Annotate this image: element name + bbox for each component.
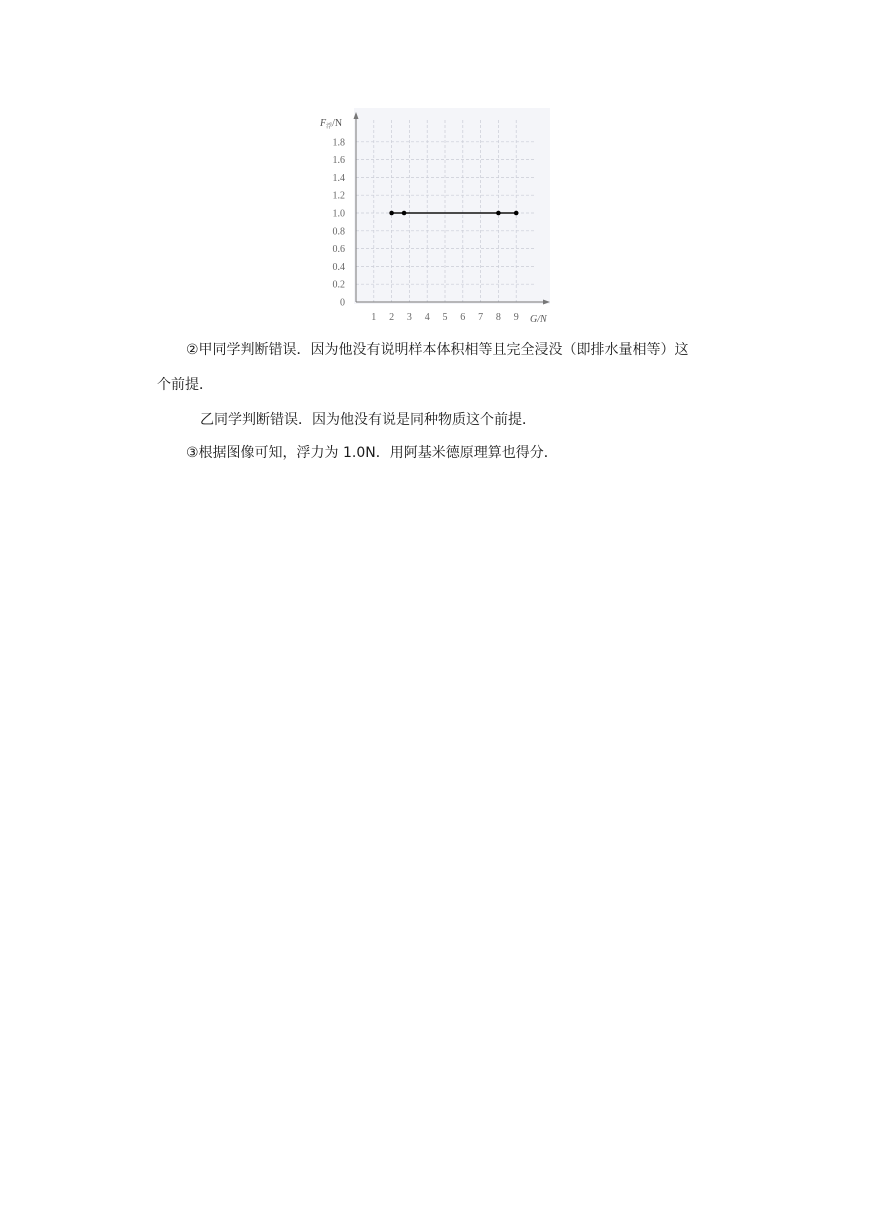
y-tick-labels: [333, 137, 346, 308]
y-tick-label: 1.8: [332, 137, 345, 149]
data-point: [402, 211, 407, 216]
y-axis-title-unit: /N: [332, 118, 343, 129]
y-tick-label: 1.6: [332, 155, 345, 167]
x-tick-label: 9: [513, 312, 519, 323]
y-tick-label: 0.6: [332, 244, 345, 256]
data-point: [514, 211, 519, 216]
x-tick-label: 7: [478, 312, 484, 323]
y-tick-label: 1.4: [332, 172, 345, 184]
data-point: [389, 211, 394, 216]
y-axis-title: $F_浮/N$: [320, 118, 343, 130]
buoyancy-chart: [314, 108, 554, 328]
paragraph-line-2: 个前提．: [157, 377, 213, 393]
y-tick-label: 0: [340, 297, 345, 309]
paragraph-line-1: ②甲同学判断错误．因为他没有说明样本体积相等且完全浸没（即排水量相等）这: [186, 342, 689, 358]
chart-background: [354, 108, 550, 304]
x-axis-title: G/N: [530, 314, 547, 325]
y-tick-label: 0.8: [332, 226, 345, 238]
paragraph-line-4: ③根据图像可知，浮力为 1.0N．用阿基米德原理算也得分．: [186, 445, 558, 461]
data-point: [496, 211, 501, 216]
x-tick-label: 8: [495, 312, 501, 323]
x-tick-label: 1: [371, 312, 377, 323]
x-tick-label: 5: [442, 312, 448, 323]
paragraph-line-3: 乙同学判断错误．因为他没有说是同种物质这个前提．: [200, 412, 536, 428]
y-tick-label: 1.0: [332, 208, 345, 220]
y-tick-label: 0.2: [332, 279, 345, 291]
y-tick-label: 0.4: [332, 261, 345, 273]
x-tick-label: 3: [406, 312, 412, 323]
y-tick-label: 1.2: [332, 190, 345, 202]
x-tick-labels: [371, 312, 518, 323]
y-axis-title-subscript: 浮: [326, 124, 333, 130]
x-tick-label: 2: [389, 312, 395, 323]
x-tick-label: 6: [460, 312, 466, 323]
x-tick-label: 4: [424, 312, 430, 323]
